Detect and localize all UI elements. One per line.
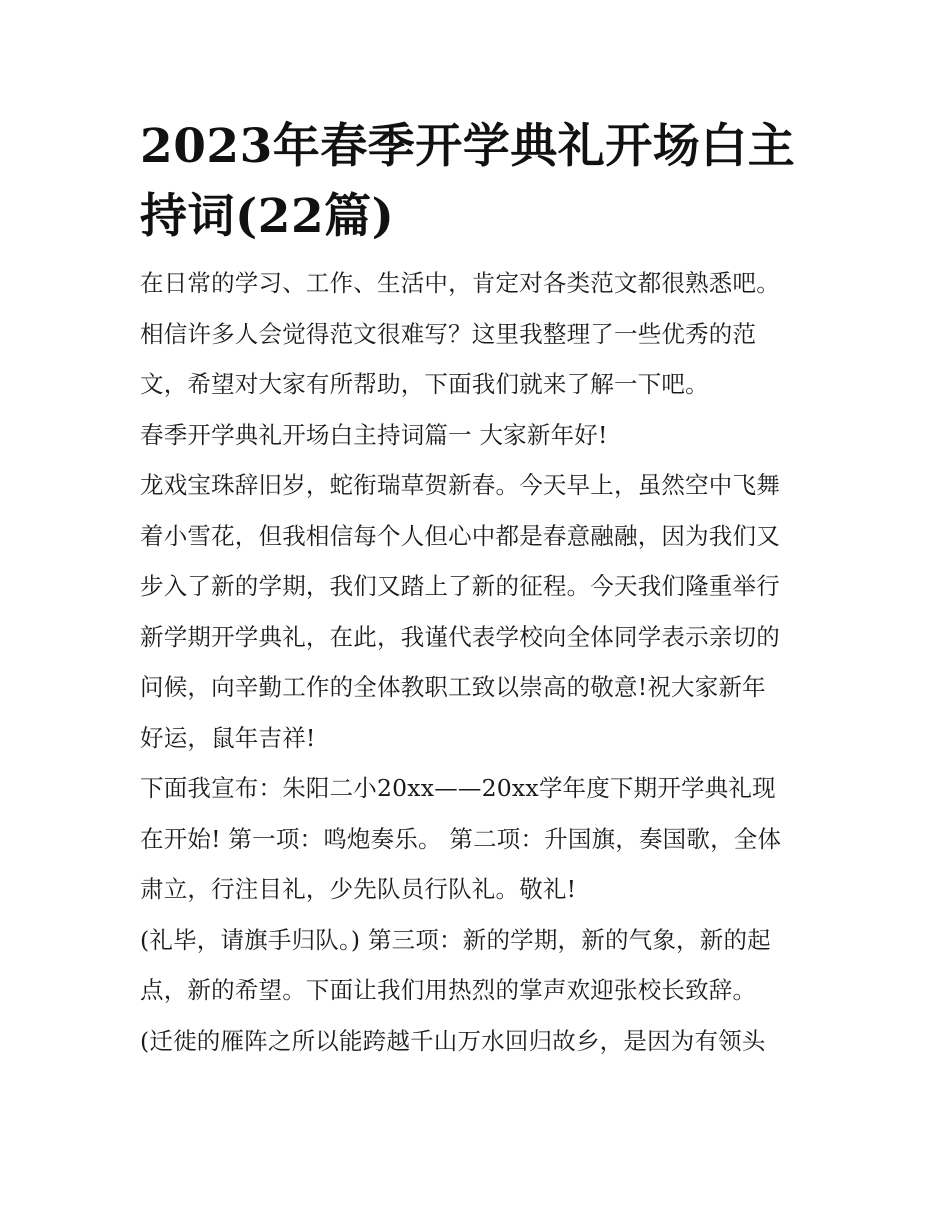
closing-paragraph	[140, 1016, 820, 1067]
text-line: 龙戏宝珠辞旧岁，蛇衔瑞草贺新春。今天早上，虽然空中飞舞	[140, 471, 780, 499]
document-body	[140, 112, 820, 1066]
text-line: 好运，鼠年吉祥!	[140, 723, 316, 752]
text-line: 肃立，行注目礼，少先队员行队礼。敬礼!	[140, 875, 577, 903]
text-line: 下面我宣布：朱阳二小20xx——20xx学年度下期开学典礼现	[140, 774, 776, 802]
text-line: 问候，向辛勤工作的全体教职工致以崇高的敬意!祝大家新年	[140, 673, 766, 701]
greeting-paragraph	[140, 460, 820, 763]
announcement-paragraph	[140, 763, 820, 915]
text-line: 在日常的学习、工作、生活中，肯定对各类范文都很熟悉吧。	[140, 269, 780, 297]
text-line: 文，希望对大家有所帮助，下面我们就来了解一下吧。	[140, 370, 709, 398]
intro-paragraph	[140, 258, 820, 410]
text-line: (礼毕，请旗手归队。) 第三项：新的学期，新的气象，新的起	[140, 925, 771, 954]
section-heading-paragraph	[140, 410, 820, 461]
text-line: 着小雪花，但我相信每个人但心中都是春意融融，因为我们又	[140, 521, 780, 550]
text-line: 点，新的希望。下面让我们用热烈的掌声欢迎张校长致辞。	[140, 976, 757, 1004]
text-line: 在开始! 第一项：鸣炮奏乐。 第二项：升国旗，奏国歌，全体	[140, 824, 782, 853]
ceremony-paragraph	[140, 915, 820, 1016]
title-line: 2023年春季开学典礼开场白主	[140, 119, 796, 174]
text-line: (迁徙的雁阵之所以能跨越千山万水回归故乡，是因为有领头	[140, 1026, 766, 1055]
text-line: 春季开学典礼开场白主持词篇一 大家新年好!	[140, 420, 608, 449]
text-line: 新学期开学典礼，在此，我谨代表学校向全体同学表示亲切的	[140, 622, 780, 651]
title-line: 持词(22篇)	[140, 189, 395, 244]
text-line: 相信许多人会觉得范文很难写？这里我整理了一些优秀的范	[140, 319, 757, 348]
text-line: 步入了新的学期，我们又踏上了新的征程。今天我们隆重举行	[140, 572, 780, 600]
document-title	[140, 112, 820, 252]
